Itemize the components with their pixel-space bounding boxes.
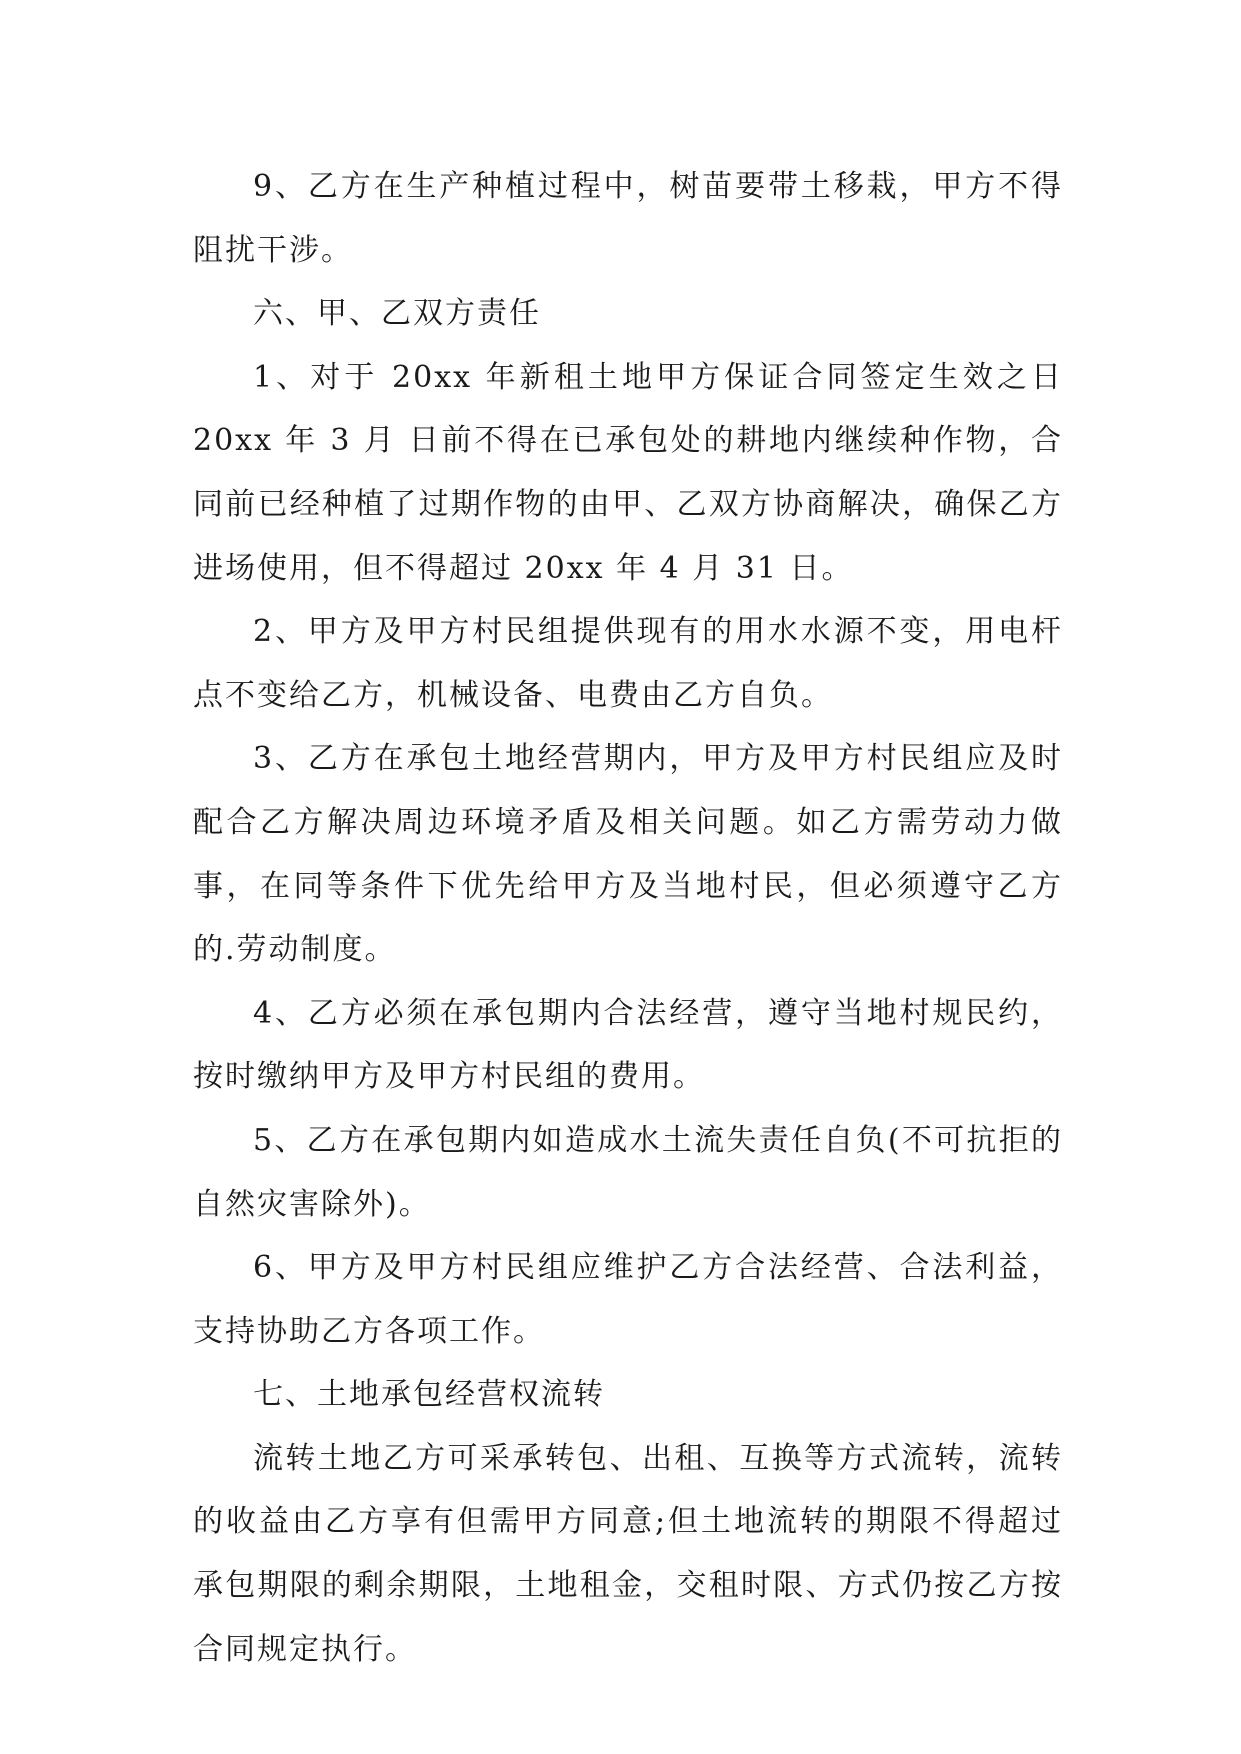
document-body	[193, 155, 1063, 1681]
section-6-item-3: 3、乙方在承包土地经营期内，甲方及甲方村民组应及时配合乙方解决周边环境矛盾及相关问题。如乙方需劳动力做事，在同等条件下优先给甲方及当地村民，但必须遵守乙方的.劳动制度。	[193, 741, 1063, 968]
section-6-item-4: 4、乙方必须在承包期内合法经营，遵守当地村规民约，按时缴纳甲方及甲方村民组的费用。	[193, 995, 1063, 1095]
clause-9-paragraph: 9、乙方在生产种植过程中，树苗要带土移栽，甲方不得阻扰干涉。	[193, 169, 1063, 268]
section-6-item-6: 6、甲方及甲方村民组应维护乙方合法经营、合法利益，支持协助乙方各项工作。	[193, 1250, 1063, 1349]
section-7-paragraph: 流转土地乙方可采承转包、出租、互换等方式流转，流转的收益由乙方享有但需甲方同意;但土地流转的期限不得超过承包期限的剩余期限，土地租金，交租时限、方式仍按乙方按合同规定执行。	[193, 1440, 1063, 1667]
section-7-heading: 七、土地承包经营权流转	[253, 1377, 605, 1413]
section-6-item-5: 5、乙方在承包期内如造成水土流失责任自负(不可抗拒的自然灾害除外)。	[193, 1122, 1063, 1222]
section-6-heading: 六、甲、乙双方责任	[253, 296, 541, 332]
section-6-item-2: 2、甲方及甲方村民组提供现有的用水水源不变，用电杆点不变给乙方，机械设备、电费由乙方自负。	[193, 614, 1063, 713]
section-6-item-1: 1、对于 20xx 年新租土地甲方保证合同签定生效之日 20xx 年 3 月 日前不得在已承包处的耕地内继续种作物，合同前已经种植了过期作物的由甲、乙双方协商解决，确保乙方进场使用，但不得超过 20xx 年 4 月 31 日。	[193, 359, 1063, 586]
